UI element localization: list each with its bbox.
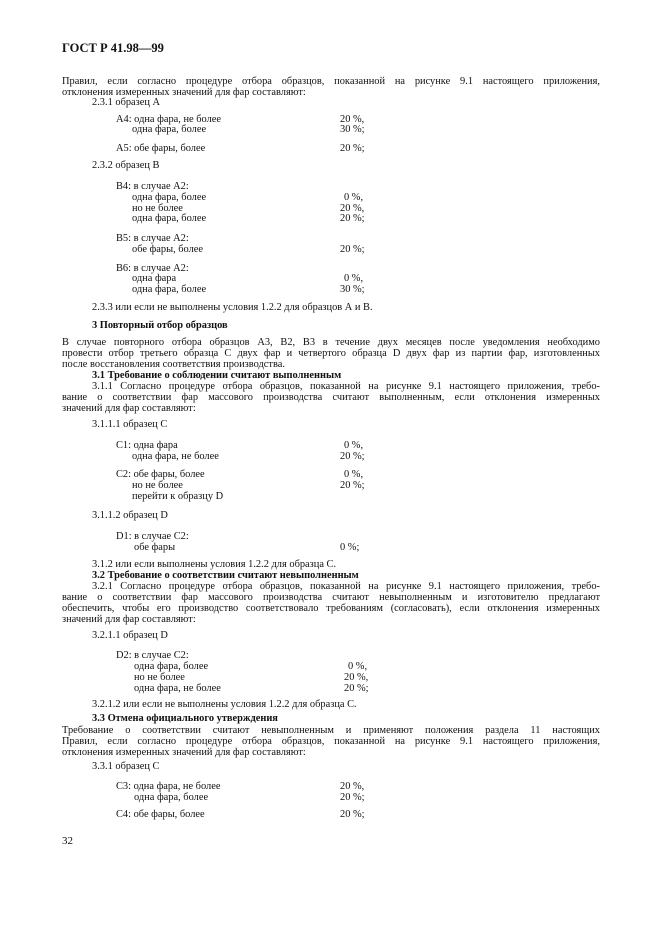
text-line: С4: обе фары, более	[116, 809, 205, 820]
text-line: 20 %,	[340, 114, 365, 125]
text-line: одна фара, более	[134, 792, 209, 803]
text-line: 30 %;	[340, 124, 365, 135]
text-line: отклонения измеренных значений для фар составляют:	[62, 747, 306, 758]
text-line: перейти к образцу D	[132, 491, 224, 502]
text-line: после восстановления соответствия производства.	[62, 359, 285, 370]
text-line: 0 %,	[344, 440, 364, 451]
text-line: отклонения измеренных значений для фар составляют:	[62, 87, 306, 98]
text-line: С3: одна фара, не более	[116, 781, 221, 792]
text-line: 20 %,	[344, 672, 369, 683]
text-line: одна фара, не более	[132, 451, 219, 462]
text-line: 2.3.3 или если не выполнены условия 1.2.2 для образцов А и В.	[92, 302, 373, 313]
text-line: 20 %;	[340, 792, 365, 803]
text-line: Требование о соответствии считают невыполненным и применяют положения раздела 11 настоящих	[62, 725, 600, 736]
text-line: 20 %;	[340, 809, 365, 820]
section-heading: 3 Повторный отбор образцов	[92, 320, 228, 331]
text-line: одна фара	[132, 273, 177, 284]
text-line: одна фара, более	[132, 192, 207, 203]
text-line: D2: в случае С2:	[116, 650, 189, 661]
text-line: 0 %,	[344, 273, 364, 284]
text-line: 3.1.1 Согласно процедуре отбора образцов, показанной на рисунке 9.1 настоящего приложения, требо-	[92, 381, 600, 392]
text-line: одна фара, более	[132, 284, 207, 295]
text-line: А4: одна фара, не более	[116, 114, 222, 125]
text-line: В4: в случае А2:	[116, 181, 189, 192]
text-line: 0 %,	[344, 192, 364, 203]
text-line: 0 %;	[340, 542, 360, 553]
text-line: 3.2.1 Согласно процедуре отбора образцов, показанной на рисунке 9.1 настоящего приложения, требо-	[92, 581, 600, 592]
text-line: D1: в случае С2:	[116, 531, 189, 542]
text-line: 2.3.2 образец В	[92, 160, 160, 171]
text-line: С1: одна фара	[116, 440, 178, 451]
text-line: 20 %;	[340, 213, 365, 224]
text-line: но не более	[132, 203, 183, 214]
text-line: 3.2.1.1 образец D	[92, 630, 168, 641]
text-line: одна фара, более	[132, 213, 207, 224]
text-line: одна фара, более	[132, 124, 207, 135]
text-line: 3.3.1 образец С	[92, 761, 160, 772]
text-line: 30 %;	[340, 284, 365, 295]
text-line: В5: в случае А2:	[116, 233, 189, 244]
text-line: 0 %,	[344, 469, 364, 480]
page-number: 32	[62, 835, 73, 847]
section-heading: 3.2 Требование о соответствии считают невыполненным	[92, 570, 359, 581]
text-line: 3.1.1.2 образец D	[92, 510, 168, 521]
text-line: 20 %,	[340, 203, 365, 214]
text-line: 20 %,	[340, 781, 365, 792]
text-line: А5: обе фары, более	[116, 143, 206, 154]
text-line: вание о соответствии фар массового производства считают выполненным, если отклонения измеренных	[62, 392, 600, 403]
section-heading: 3.1 Требование о соблюдении считают выполненным	[92, 370, 342, 381]
text-line: В6: в случае А2:	[116, 263, 189, 274]
text-line: 20 %;	[340, 244, 365, 255]
text-line: одна фара, не более	[134, 683, 221, 694]
text-line: значений для фар составляют:	[62, 614, 196, 625]
text-line: 20 %;	[340, 451, 365, 462]
text-line: 0 %,	[348, 661, 368, 672]
text-line: одна фара, более	[134, 661, 209, 672]
text-line: С2: обе фары, более	[116, 469, 205, 480]
section-heading: 3.3 Отмена официального утверждения	[92, 713, 278, 724]
text-line: Правил, если согласно процедуре отбора образцов, показанной на рисунке 9.1 настоящего приложения,	[62, 76, 600, 87]
text-line: 20 %;	[340, 480, 365, 491]
text-line: 2.3.1 образец А	[92, 97, 161, 108]
text-line: но не более	[132, 480, 183, 491]
text-line: 3.2.1.2 или если не выполнены условия 1.2.2 для образца С.	[92, 699, 357, 710]
text-line: но не более	[134, 672, 185, 683]
text-line: В случае повторного отбора образцов А3, В2, В3 в течение двух месяцев после уведомления необходимо	[62, 337, 600, 348]
text-line: 3.1.2 или если выполнены условия 1.2.2 для образца С.	[92, 559, 337, 570]
text-line: 20 %;	[340, 143, 365, 154]
text-line: обе фары	[134, 542, 176, 553]
text-line: значений для фар составляют:	[62, 403, 196, 414]
text-line: Правил, если согласно процедуре отбора образцов, показанной на рисунке 9.1 настоящего приложения,	[62, 736, 600, 747]
text-line: вание о соответствии фар массового производства считают невыполненным и изготовителю предлагают	[62, 592, 600, 603]
text-line: обеспечить, чтобы его производство соответствовало требованиям (согласовать), если отклонения измеренных	[62, 603, 600, 614]
page-header: ГОСТ Р 41.98—99	[62, 41, 164, 55]
text-line: обе фары, более	[132, 244, 204, 255]
text-line: 20 %;	[344, 683, 369, 694]
text-line: провести отбор третьего образца С двух фар и четвертого образца D двух фар из партии фар, изготовленных	[62, 348, 600, 359]
text-line: 3.1.1.1 образец С	[92, 419, 168, 430]
